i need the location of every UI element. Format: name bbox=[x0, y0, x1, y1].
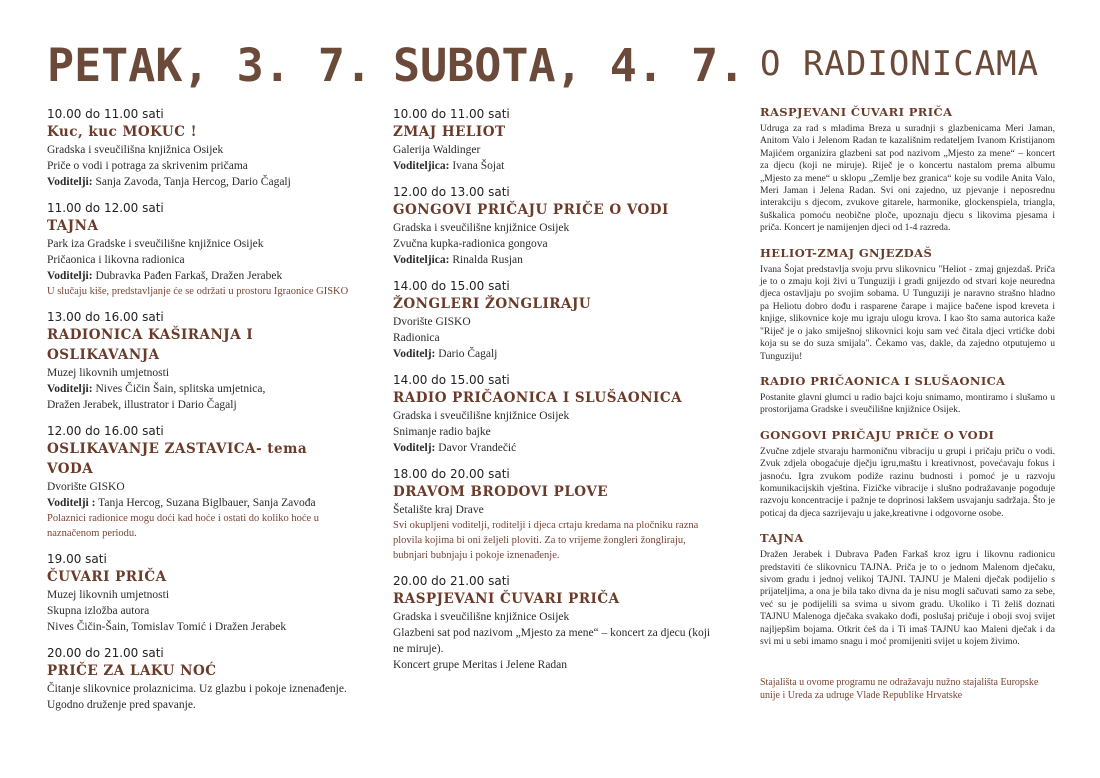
event-detail: Dražen Jerabek, illustrator i Dario Čagalj bbox=[47, 399, 237, 411]
about-section-text: Dražen Jerabek i Dubrava Pađen Farkaš kroz igru i likovnu radionicu predstaviti će slikovnicu TAJNA. Priča je to o jednom Malenom dječaku, sivom gradu i jednoj velikoj TAJNI. TAJNU je Maleni dječak podijelio s prijateljima, a ona je bila tako divna da je nisu mogli sačuvati samo za sebe, već su je podijelili sa svima u sivom gradu. Ukoliko i Ti želiš doznati TAJNU Malenoga dječaka svakako dođi, poslušaj pričuje i oboji svoj svijet najljepšim bojama. Otkrit ćeš da i Ti imaš TAJNU kao Maleni dječak i da svi mi u sebi imamo snagu i moć promijeniti svijet u kojem živimo. bbox=[760, 549, 1055, 647]
event-item bbox=[393, 184, 718, 268]
event-item bbox=[47, 200, 352, 299]
event-leaders bbox=[393, 252, 718, 268]
about-section-title: GONGOVI PRIČAJU PRIČE O VODI bbox=[760, 427, 995, 442]
friday-column bbox=[47, 38, 373, 723]
event-title: OSLIKAVANJE ZASTAVICA- tema VODA bbox=[47, 441, 308, 477]
leaders-label: Voditelj: bbox=[393, 348, 436, 360]
about-section-title: RADIO PRIČAONICA I SLUŠAONICA bbox=[760, 373, 1006, 388]
event-item bbox=[393, 106, 718, 174]
event-detail: Gradska i sveučilišne knjižnice Osijek bbox=[393, 410, 570, 422]
about-section-title: TAJNA bbox=[760, 531, 804, 546]
event-title: ZMAJ HELIOT bbox=[393, 124, 506, 140]
event-note: Svi okupljeni voditelji, roditelji i djeca crtaju kredama na pločniku razna plovila kojima bi oni željeli ploviti. Za to vrijeme žongleri žongliraju, bubnjari bubnjaju i pokoje iznenađenje. bbox=[393, 520, 699, 561]
leaders-label: Voditelji : bbox=[47, 497, 96, 509]
friday-event-list bbox=[47, 106, 352, 713]
event-leaders bbox=[47, 174, 352, 190]
event-item bbox=[47, 423, 352, 541]
event-item bbox=[47, 551, 352, 635]
event-detail: Muzej likovnih umjetnosti bbox=[47, 589, 170, 601]
event-detail: Zvučna kupka-radionica gongova bbox=[393, 238, 548, 250]
leaders-names: Sanja Zavoda, Tanja Hercog, Dario Čagalj bbox=[95, 176, 291, 188]
event-item bbox=[47, 645, 352, 713]
about-section-text: Ivana Šojat predstavlja svoju prvu slikovnicu "Heliot - zmaj gnjezdaš. Priča je to o zmaju koji živi u Tunguziji i gradi gnijezdo od stvari koje neuredna djeca ostavljaju po svojim sobama. U Tunguziji je naravno strašno hladno pa Heliotu dobro dođu i rasparene čarape i majice bačene ispod kreveta i knjige, slikovnice koje mu igraju ulogu krova. I kao što sama autorica kaže "Riječ je o jako smiješnoj slikovnici koju sam već čitala djeci vrtićke dobi koja su se do suza smijala". Čekamo vas, dakle, da zajedno otputujemo u Tunguziju! bbox=[760, 263, 1055, 362]
event-detail: Dvorište GISKO bbox=[393, 316, 471, 328]
about-section-title: HELIOT-ZMAJ GNJEZDAŠ bbox=[760, 245, 933, 260]
event-detail: Koncert grupe Meritas i Jelene Radan bbox=[393, 659, 568, 671]
event-time: 10.00 do 11.00 sati bbox=[393, 107, 510, 121]
event-time: 14.00 do 15.00 sati bbox=[393, 373, 510, 387]
event-note: U slučaju kiše, predstavljanje će se održati u prostoru Igraonice GISKO bbox=[47, 286, 349, 297]
event-detail: Pričaonica i likovna radionica bbox=[47, 254, 185, 266]
leaders-names: Dubravka Pađen Farkaš, Dražen Jerabek bbox=[95, 270, 283, 282]
event-detail: Park iza Gradske i sveučilišne knjižnice Osijek bbox=[47, 238, 264, 250]
disclaimer-text: Stajališta u ovome programu ne odražavaju nužno stajališta Europske unije i Ureda za udruge Vlade Republike Hrvatske bbox=[760, 677, 1039, 702]
event-detail: Gradska i sveučilišne knjižnice Osijek bbox=[393, 611, 570, 623]
event-detail: Dvorište GISKO bbox=[47, 481, 125, 493]
event-time: 14.00 do 15.00 sati bbox=[393, 279, 510, 293]
event-leaders bbox=[393, 346, 718, 362]
event-time: 13.00 do 16.00 sati bbox=[47, 310, 164, 324]
event-detail: Skupna izložba autora bbox=[47, 605, 150, 617]
leaders-label: Voditelji: bbox=[47, 383, 93, 395]
event-time: 11.00 do 12.00 sati bbox=[47, 201, 164, 215]
event-note: Polaznici radionice mogu doći kad hoće i ostati do koliko hoće u naznačenom periodu. bbox=[47, 513, 320, 539]
event-title: ČUVARI PRIČA bbox=[47, 569, 167, 585]
event-leaders bbox=[47, 495, 352, 511]
about-section-text: Postanite glavni glumci u radio bajci koju snimamo, montiramo i slušamo u prostorijama Gradske i sveučilišne knjižnice Osijek. bbox=[760, 391, 1055, 416]
event-time: 12.00 do 16.00 sati bbox=[47, 424, 164, 438]
event-item bbox=[393, 278, 718, 362]
event-detail: Gradska i sveučilišna knjižnica Osijek bbox=[47, 144, 224, 156]
saturday-heading: SUBOTA, 4. 7. bbox=[393, 39, 746, 92]
about-heading: O RADIONICAMA bbox=[760, 44, 1040, 84]
event-detail: Čitanje slikovnice prolaznicima. Uz glazbu i pokoje iznenađenje. bbox=[47, 683, 347, 695]
event-detail: Gradska i sveučilišne knjižnice Osijek bbox=[393, 222, 570, 234]
event-title: ŽONGLERI ŽONGLIRAJU bbox=[393, 296, 592, 312]
leaders-names: Ivana Šojat bbox=[452, 160, 505, 172]
event-title: PRIČE ZA LAKU NOĆ bbox=[47, 663, 217, 679]
event-title: GONGOVI PRIČAJU PRIČE O VODI bbox=[393, 202, 669, 218]
event-item bbox=[47, 106, 352, 190]
event-detail: Nives Čičin-Šain, Tomislav Tomić i Dražen Jerabek bbox=[47, 621, 287, 633]
event-title: RASPJEVANI ČUVARI PRIČA bbox=[393, 591, 620, 607]
saturday-column bbox=[393, 38, 746, 683]
event-title: DRAVOM BRODOVI PLOVE bbox=[393, 484, 609, 500]
about-section-title: RASPJEVANI ČUVARI PRIČA bbox=[760, 105, 953, 119]
leaders-names: Davor Vrandečić bbox=[438, 442, 517, 454]
friday-heading: PETAK, 3. 7. bbox=[47, 39, 373, 92]
event-title: RADIONICA KAŠIRANJA I OSLIKAVANJA bbox=[47, 327, 254, 363]
event-detail: Galerija Waldinger bbox=[393, 144, 481, 156]
event-leaders bbox=[393, 440, 718, 456]
event-item bbox=[393, 372, 718, 456]
event-title: Kuc, kuc MOKUC ! bbox=[47, 124, 198, 140]
leaders-label: Voditelji: bbox=[47, 270, 93, 282]
event-detail: Priče o vodi i potraga za skrivenim pričama bbox=[47, 160, 248, 172]
event-detail: Radionica bbox=[393, 332, 440, 344]
event-title: TAJNA bbox=[47, 218, 99, 234]
leaders-label: Voditelji: bbox=[47, 176, 93, 188]
event-item bbox=[47, 309, 352, 413]
leaders-names: Nives Čičin Šain, splitska umjetnica, bbox=[95, 383, 266, 395]
about-section-text: Zvučne zdjele stvaraju harmoničnu vibraciju u grupi i pričaju priču o vodi. Zvuk zdjela obogaćuje dječju igru,maštu i kreativnost, povećavaju fokus i jasnoću. Igra zvukom podiže razinu budnosti i pomoć je u razvoju komunikacijskih vještina. Fizičke vibracije i slušno podražavanje pogoduje razvoju koncentracije i pažnje te doprinosi lakšem usvajanju sadržaja. Što je poticaj da djeca sazrijevaju u jake,kreativne i odgovorne osobe. bbox=[760, 445, 1055, 519]
event-time: 12.00 do 13.00 sati bbox=[393, 185, 510, 199]
leaders-label: Voditeljica: bbox=[393, 254, 450, 266]
event-detail: Ugodno druženje pred spavanje. bbox=[47, 699, 196, 711]
leaders-names: Dario Čagalj bbox=[438, 348, 498, 360]
leaders-names: Rinalda Rusjan bbox=[452, 254, 523, 266]
leaders-label: Voditelj: bbox=[393, 442, 436, 454]
about-section-list bbox=[760, 104, 1055, 648]
event-item bbox=[393, 466, 718, 563]
event-leaders bbox=[393, 158, 718, 174]
event-time: 10.00 do 11.00 sati bbox=[47, 107, 164, 121]
leaders-names: Tanja Hercog, Suzana Biglbauer, Sanja Zavođa bbox=[98, 497, 316, 509]
event-leaders bbox=[47, 381, 352, 397]
event-detail: Snimanje radio bajke bbox=[393, 426, 491, 438]
event-time: 20.00 do 21.00 sati bbox=[393, 574, 510, 588]
event-detail: Glazbeni sat pod nazivom „Mjesto za mene“ – koncert za djecu (koji ne miruje). bbox=[393, 627, 711, 655]
event-time: 18.00 do 20.00 sati bbox=[393, 467, 510, 481]
event-time: 20.00 do 21.00 sati bbox=[47, 646, 164, 660]
about-column bbox=[760, 38, 1055, 702]
event-item bbox=[393, 573, 718, 673]
about-section-text: Udruga za rad s mladima Breza u suradnji s glazbenicama Meri Jaman, Anitom Valo i Jelenom Radan te kazališnim redateljem Ivanom Kristijanom Majićem organizira glazbeni sat pod nazivom „Mjesto za mene“ – koncert za djecu (koji ne miruje). Riječ je o koncertu nastalom prema albumu „Mjesto za mene“ u sklopu „Zemlje bez granica“ koje su vodile Anita Valo, Meri Jaman i Jelena Radan. Svi oni zajedno, uz pjevanje i neposrednu interakciju s djecom, zvukove gitarele, harmonike, glockenspiela, triangla, šuškalica pomoću neobične ploče, upoznaju djecu s likovima pjesama i priča. Koncert je namijenjen djeci od 1-4 razreda. bbox=[760, 123, 1055, 234]
event-detail: Šetalište kraj Drave bbox=[393, 504, 484, 516]
event-title: RADIO PRIČAONICA I SLUŠAONICA bbox=[393, 390, 683, 406]
event-leaders bbox=[47, 268, 352, 284]
event-detail: Muzej likovnih umjetnosti bbox=[47, 367, 170, 379]
event-time: 19.00 sati bbox=[47, 552, 107, 566]
saturday-event-list bbox=[393, 106, 718, 673]
leaders-label: Voditeljica: bbox=[393, 160, 450, 172]
